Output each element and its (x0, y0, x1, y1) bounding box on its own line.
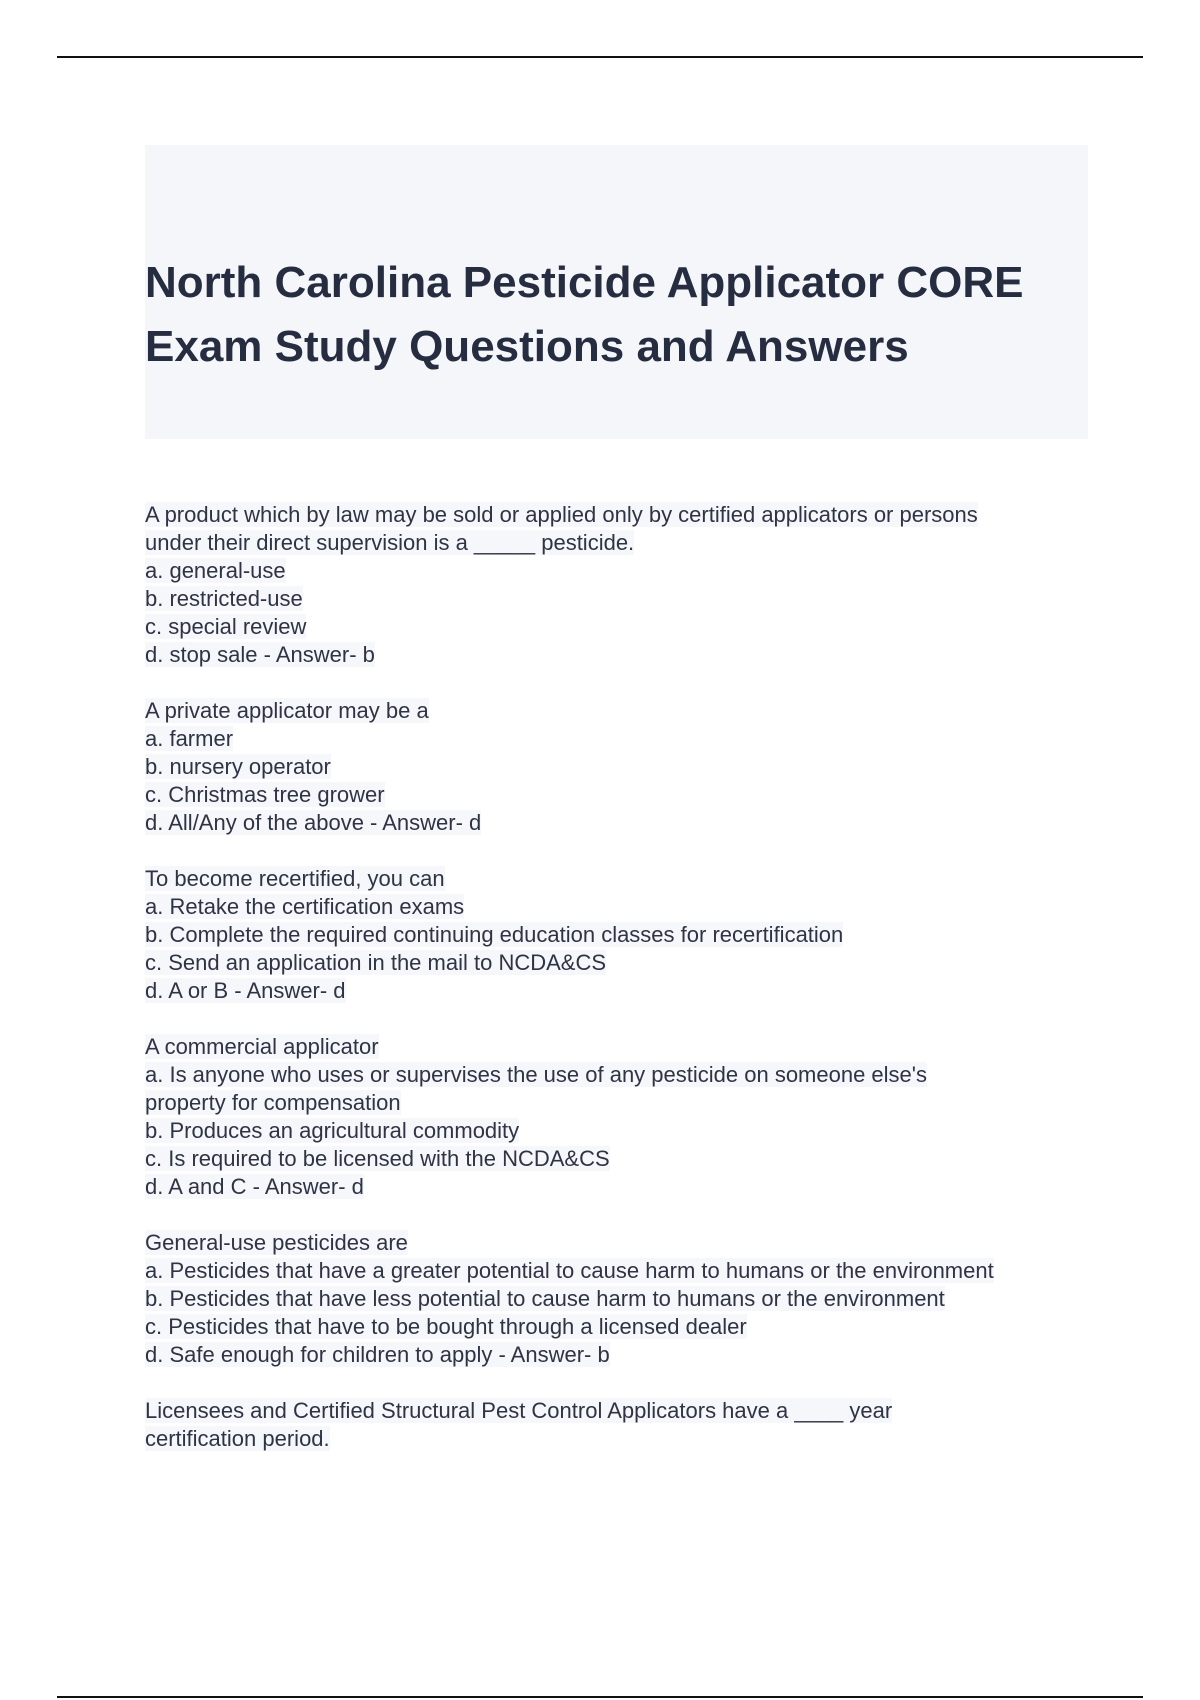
bottom-rule (57, 1696, 1143, 1698)
answer-option: a. Pesticides that have a greater potential to cause harm to humans or the environment (145, 1258, 994, 1283)
answer-option: c. Pesticides that have to be bought through a licensed dealer (145, 1314, 747, 1339)
question-text: Licensees and Certified Structural Pest Control Applicators have a ____ year (145, 1398, 893, 1423)
answer-option: c. Send an application in the mail to NCDA&CS (145, 950, 607, 975)
question-list (145, 501, 1105, 1481)
answer-option: a. farmer (145, 726, 234, 751)
answer-option: d. A or B - Answer- d (145, 978, 346, 1003)
question-item (145, 1033, 1105, 1201)
answer-option: b. Complete the required continuing education classes for recertification (145, 922, 844, 947)
question-item (145, 1229, 1105, 1369)
answer-option: b. Pesticides that have less potential to cause harm to humans or the environment (145, 1286, 945, 1311)
answer-option: d. Safe enough for children to apply - Answer- b (145, 1342, 610, 1367)
document-title: North Carolina Pesticide Applicator CORE Exam Study Questions and Answers (145, 258, 1024, 371)
question-text: A private applicator may be a (145, 698, 429, 723)
top-rule (57, 56, 1143, 58)
question-text: under their direct supervision is a _____ pesticide. (145, 530, 635, 555)
question-item (145, 697, 1105, 837)
title-block (145, 145, 1088, 439)
answer-option: a. Retake the certification exams (145, 894, 465, 919)
answer-option: a. general-use (145, 558, 286, 583)
answer-option: b. restricted-use (145, 586, 303, 611)
question-item (145, 1397, 1105, 1453)
answer-option: a. Is anyone who uses or supervises the use of any pesticide on someone else's (145, 1062, 927, 1087)
question-text: General-use pesticides are (145, 1230, 408, 1255)
question-item (145, 865, 1105, 1005)
question-text: A commercial applicator (145, 1034, 379, 1059)
answer-option: c. Christmas tree grower (145, 782, 385, 807)
answer-option: b. nursery operator (145, 754, 331, 779)
answer-option: property for compensation (145, 1090, 401, 1115)
answer-option: c. Is required to be licensed with the NCDA&CS (145, 1146, 610, 1171)
question-text: certification period. (145, 1426, 330, 1451)
answer-option: c. special review (145, 614, 307, 639)
question-text: A product which by law may be sold or applied only by certified applicators or persons (145, 502, 978, 527)
question-item (145, 501, 1105, 669)
question-text: To become recertified, you can (145, 866, 445, 891)
answer-option: d. All/Any of the above - Answer- d (145, 810, 482, 835)
answer-option: d. A and C - Answer- d (145, 1174, 364, 1199)
answer-option: b. Produces an agricultural commodity (145, 1118, 520, 1143)
answer-option: d. stop sale - Answer- b (145, 642, 375, 667)
